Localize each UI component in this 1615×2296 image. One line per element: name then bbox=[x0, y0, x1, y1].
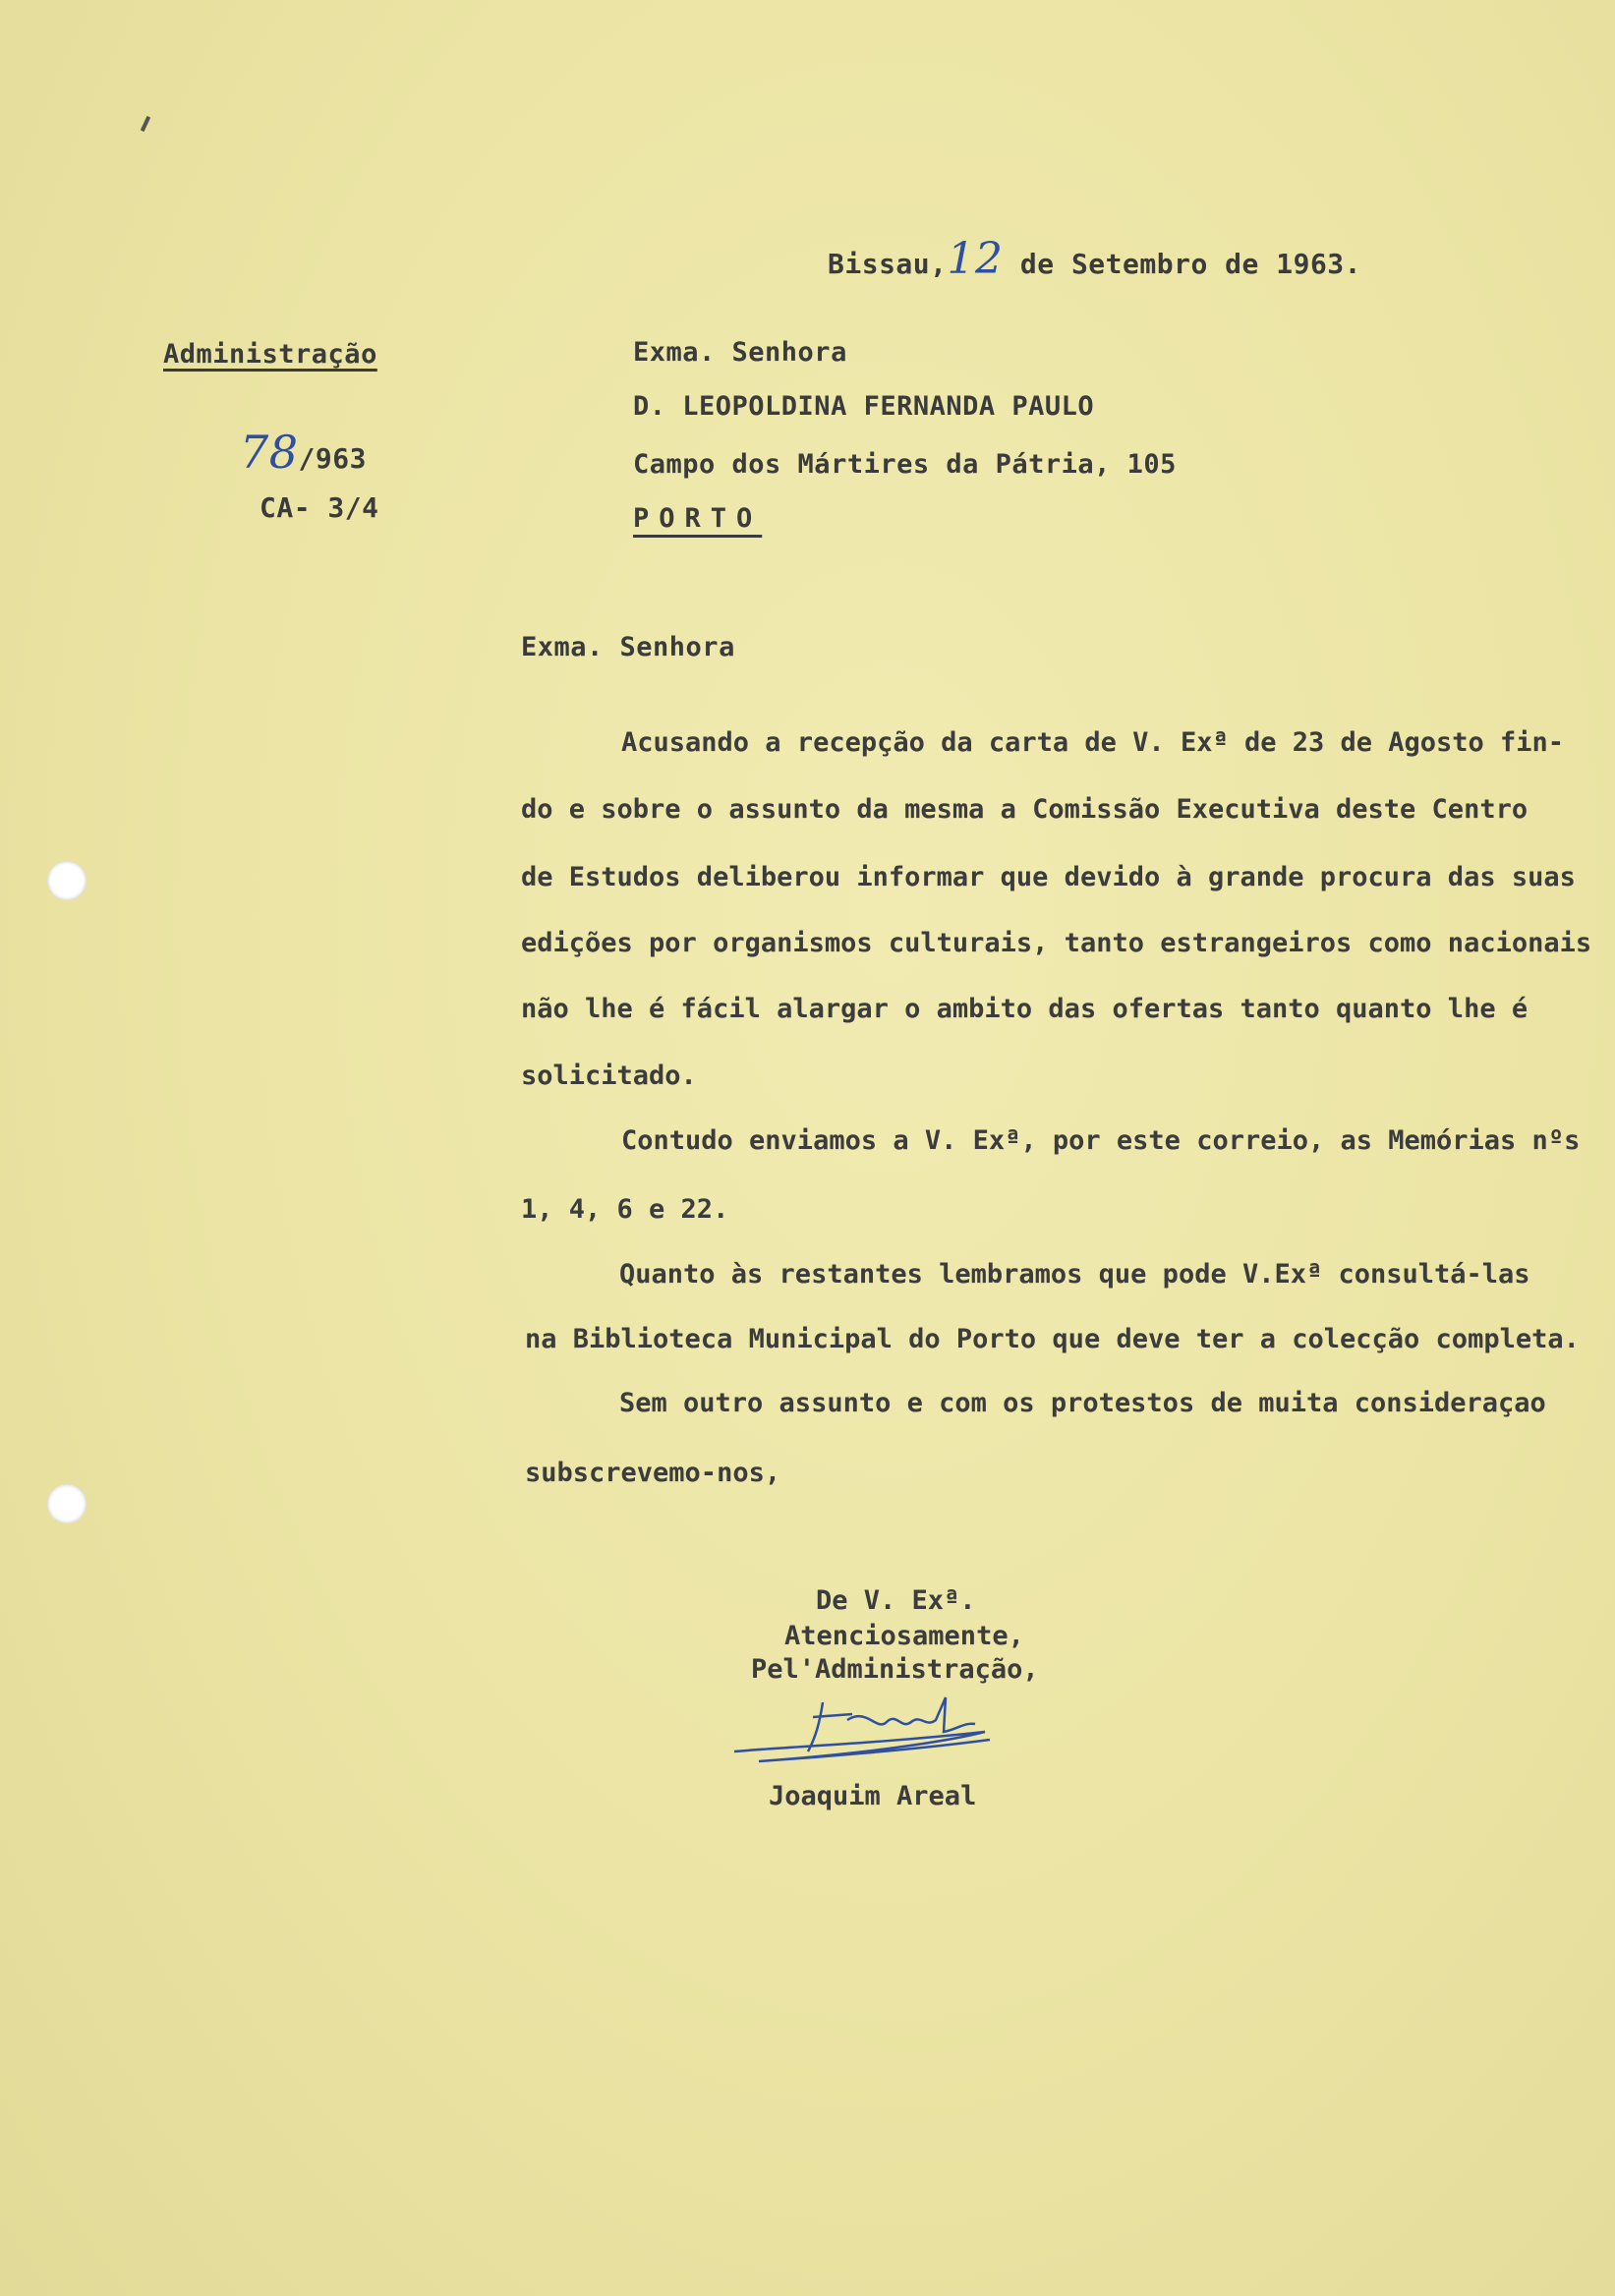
closing-line: Atenciosamente, bbox=[784, 1621, 1024, 1651]
recipient-street: Campo dos Mártires da Pátria, 105 bbox=[633, 449, 1177, 480]
body-line: do e sobre o assunto da mesma a Comissão Executiva deste Centro bbox=[521, 794, 1528, 825]
recipient-city: PORTO bbox=[633, 503, 763, 534]
date-place: Bissau, bbox=[828, 248, 948, 280]
body-line: Contudo enviamos a V. Exª, por este correio, as Memórias nºs bbox=[621, 1125, 1581, 1156]
department-label: Administração bbox=[163, 339, 377, 370]
signature bbox=[729, 1693, 1024, 1781]
reference-year: /963 bbox=[298, 442, 367, 475]
reference-number bbox=[240, 426, 367, 479]
body-line: 1, 4, 6 e 22. bbox=[521, 1194, 729, 1225]
body-line: Sem outro assunto e com os protestos de muita consideraçao bbox=[619, 1388, 1546, 1418]
letter-date bbox=[828, 234, 1361, 284]
body-line: solicitado. bbox=[521, 1061, 697, 1091]
punch-hole bbox=[47, 861, 87, 900]
recipient-title: Exma. Senhora bbox=[633, 337, 847, 368]
reference-code: CA- 3/4 bbox=[260, 491, 379, 524]
closing-line: Pel'Administração, bbox=[751, 1654, 1039, 1685]
body-line: na Biblioteca Municipal do Porto que deve ter a colecção completa. bbox=[525, 1324, 1580, 1354]
date-rest: de Setembro de 1963. bbox=[1019, 248, 1362, 280]
body-line: subscrevemo-nos, bbox=[525, 1458, 781, 1488]
date-day-handwritten: 12 bbox=[947, 234, 1004, 284]
body-line: de Estudos deliberou informar que devido à grande procura das suas bbox=[521, 862, 1576, 892]
body-line: Acusando a recepção da carta de V. Exª de 23 de Agosto fin- bbox=[621, 727, 1565, 758]
recipient-name: D. LEOPOLDINA FERNANDA PAULO bbox=[633, 391, 1095, 422]
pencil-mark bbox=[141, 116, 150, 132]
punch-hole bbox=[47, 1484, 87, 1523]
reference-number-handwritten: 78 bbox=[240, 426, 299, 479]
body-line: Quanto às restantes lembramos que pode V.Exª consultá-las bbox=[619, 1259, 1530, 1290]
body-line: edições por organismos culturais, tanto estrangeiros como nacionais bbox=[521, 928, 1592, 958]
salutation: Exma. Senhora bbox=[521, 632, 735, 662]
signer-name: Joaquim Areal bbox=[769, 1781, 977, 1811]
body-line: não lhe é fácil alargar o ambito das ofertas tanto quanto lhe é bbox=[521, 994, 1528, 1024]
closing-line: De V. Exª. bbox=[816, 1585, 976, 1616]
